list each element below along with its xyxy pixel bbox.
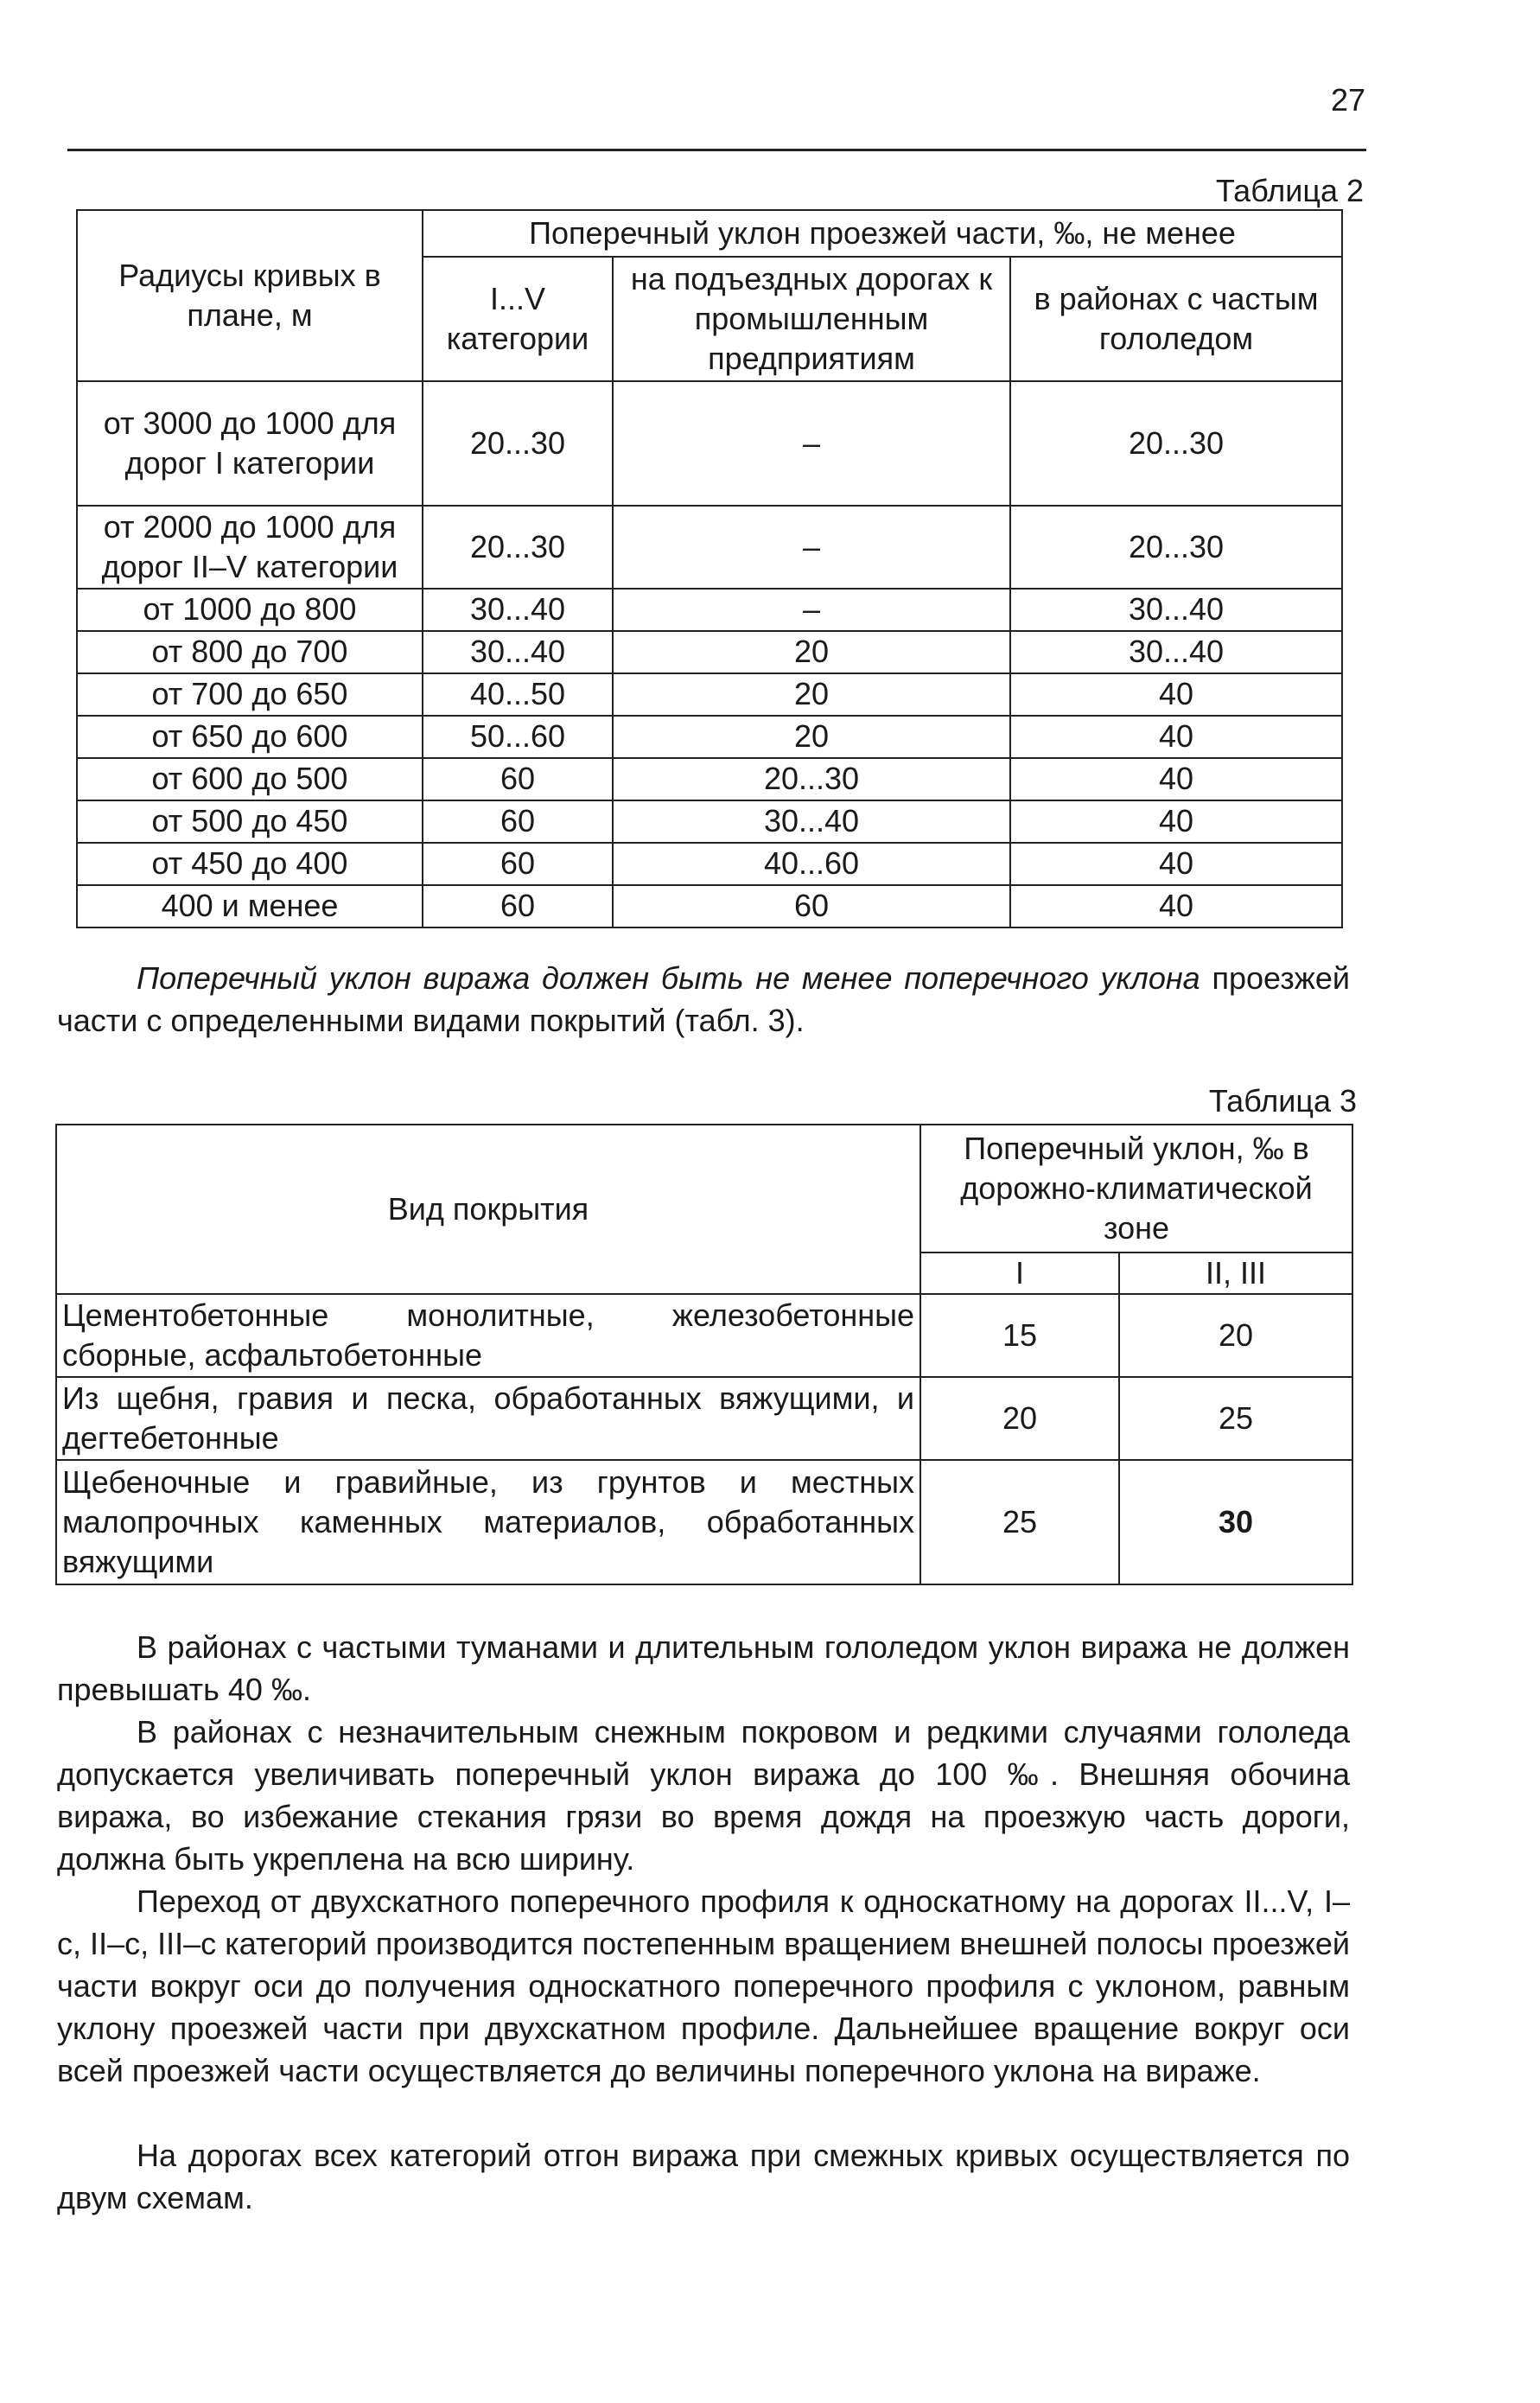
table3-cell: 25 xyxy=(1119,1377,1352,1460)
paragraph-snow: В районах с незначительным снежным покровом и редкими случаями гололеда допускается увеличивать поперечный уклон виража до 100 ‰. Внешняя обочина виража, во избежание стекания грязи во время дождя на проезжую часть дороги, должна быть укреплена на всю ширину. xyxy=(57,1714,1350,1877)
table2-col-header-2: на подъездных дорогах к промышленным предприятиям xyxy=(613,257,1010,381)
table2 xyxy=(76,209,1343,928)
table2-cell: 20...30 xyxy=(423,381,613,506)
table3-group-header: Поперечный уклон, ‰ в дорожно-климатической зоне xyxy=(920,1125,1352,1252)
paragraph-transition: Переход от двухскатного поперечного профиля к односкатному на дорогах II...V, I–c, II–c, III–c категорий производится постепенным вращением внешней полосы проезжей части вокруг оси до получения односкатного поперечного профиля с уклоном, равным уклону проезжей части при двухскатном профиле. Дальнейшее вращение вокруг оси всей проезжей части осуществляется до величины поперечного уклона на вираже. xyxy=(57,1884,1350,2088)
table2-cell: 60 xyxy=(423,758,613,800)
table2-cell: 20...30 xyxy=(1010,381,1342,506)
table-row xyxy=(77,885,1342,927)
table2-col-header-1: I...V категории xyxy=(423,257,613,381)
table-row xyxy=(77,631,1342,673)
table-row xyxy=(56,1460,1352,1584)
paragraph-italic-part: Поперечный уклон виража должен быть не менее поперечного уклона xyxy=(137,960,1200,996)
table2-cell: 50...60 xyxy=(423,716,613,758)
table3-cell: 20 xyxy=(920,1377,1119,1460)
table2-cell: 400 и менее xyxy=(77,885,423,927)
table-row xyxy=(56,1377,1352,1460)
table2-cell: – xyxy=(613,506,1010,589)
table3-cell: Цементобетонные монолитные, железобетонные сборные, асфальтобетонные xyxy=(56,1294,920,1377)
table2-cell: 40 xyxy=(1010,800,1342,843)
table2-cell: от 650 до 600 xyxy=(77,716,423,758)
table2-cell: 30...40 xyxy=(613,800,1010,843)
paragraph-schemes: На дорогах всех категорий отгон виража при смежных кривых осуществляется по двум схемам. xyxy=(57,2138,1350,2215)
table2-cell: – xyxy=(613,381,1010,506)
table-row xyxy=(77,673,1342,716)
table2-cell: от 1000 до 800 xyxy=(77,589,423,631)
table3-row-header: Вид покрытия xyxy=(56,1125,920,1294)
table2-cell: от 2000 до 1000 для дорог II–V категории xyxy=(77,506,423,589)
table3-caption: Таблица 3 xyxy=(1208,1083,1357,1119)
table3-col-header-2: II, III xyxy=(1119,1252,1352,1294)
table2-cell: 40...50 xyxy=(423,673,613,716)
table3-cell: Щебеночные и гравийные, из грунтов и местных малопрочных каменных материалов, обработанных вяжущими xyxy=(56,1460,920,1584)
table3-cell: 20 xyxy=(1119,1294,1352,1377)
table2-cell: 40 xyxy=(1010,716,1342,758)
table2-cell: 20 xyxy=(613,631,1010,673)
table2-cell: от 450 до 400 xyxy=(77,843,423,885)
table2-cell: от 3000 до 1000 для дорог I категории xyxy=(77,381,423,506)
table2-cell: 20 xyxy=(613,673,1010,716)
table2-cell: от 700 до 650 xyxy=(77,673,423,716)
table2-col-header-3: в районах с частым гололедом xyxy=(1010,257,1342,381)
table3 xyxy=(55,1124,1353,1585)
table2-cell: 20...30 xyxy=(613,758,1010,800)
table2-cell: 30...40 xyxy=(423,631,613,673)
page-number: 27 xyxy=(1330,82,1365,118)
table2-cell: 40 xyxy=(1010,885,1342,927)
table2-cell: 60 xyxy=(423,885,613,927)
table-row xyxy=(77,758,1342,800)
table-row xyxy=(77,716,1342,758)
table2-cell: от 800 до 700 xyxy=(77,631,423,673)
table-row xyxy=(77,506,1342,589)
header-rule xyxy=(67,149,1366,151)
table-row xyxy=(77,381,1342,506)
table2-cell: 40 xyxy=(1010,843,1342,885)
table2-cell: 30...40 xyxy=(423,589,613,631)
paragraph-slope-note xyxy=(57,957,1350,1042)
table2-cell: от 500 до 450 xyxy=(77,800,423,843)
table2-row-header: Радиусы кривых в плане, м xyxy=(77,210,423,381)
table2-cell: – xyxy=(613,589,1010,631)
table2-cell: 40 xyxy=(1010,758,1342,800)
table2-cell: от 600 до 500 xyxy=(77,758,423,800)
table2-cell: 20...30 xyxy=(423,506,613,589)
table3-cell: 30 xyxy=(1119,1460,1352,1584)
table3-col-header-1: I xyxy=(920,1252,1119,1294)
table-row xyxy=(77,589,1342,631)
table2-cell: 40 xyxy=(1010,673,1342,716)
table2-cell: 60 xyxy=(613,885,1010,927)
table3-cell: 15 xyxy=(920,1294,1119,1377)
table2-group-header: Поперечный уклон проезжей части, ‰, не менее xyxy=(423,210,1342,257)
paragraph-normal-part: проезжей части с определенными видами покрытий (табл. 3). xyxy=(57,960,1350,1038)
table2-cell: 60 xyxy=(423,843,613,885)
table2-cell: 60 xyxy=(423,800,613,843)
paragraph-fog: В районах с частыми туманами и длительным гололедом уклон виража не должен превышать 40 ‰. xyxy=(57,1629,1350,1707)
table2-cell: 20...30 xyxy=(1010,506,1342,589)
table3-cell: 25 xyxy=(920,1460,1119,1584)
table2-cell: 40...60 xyxy=(613,843,1010,885)
table2-cell: 20 xyxy=(613,716,1010,758)
table3-cell: Из щебня, гравия и песка, обработанных вяжущими, и дегтебетонные xyxy=(56,1377,920,1460)
table-row xyxy=(77,800,1342,843)
table-row xyxy=(77,843,1342,885)
table2-cell: 30...40 xyxy=(1010,589,1342,631)
table2-cell: 30...40 xyxy=(1010,631,1342,673)
table2-caption: Таблица 2 xyxy=(1215,173,1364,208)
table-row xyxy=(56,1294,1352,1377)
